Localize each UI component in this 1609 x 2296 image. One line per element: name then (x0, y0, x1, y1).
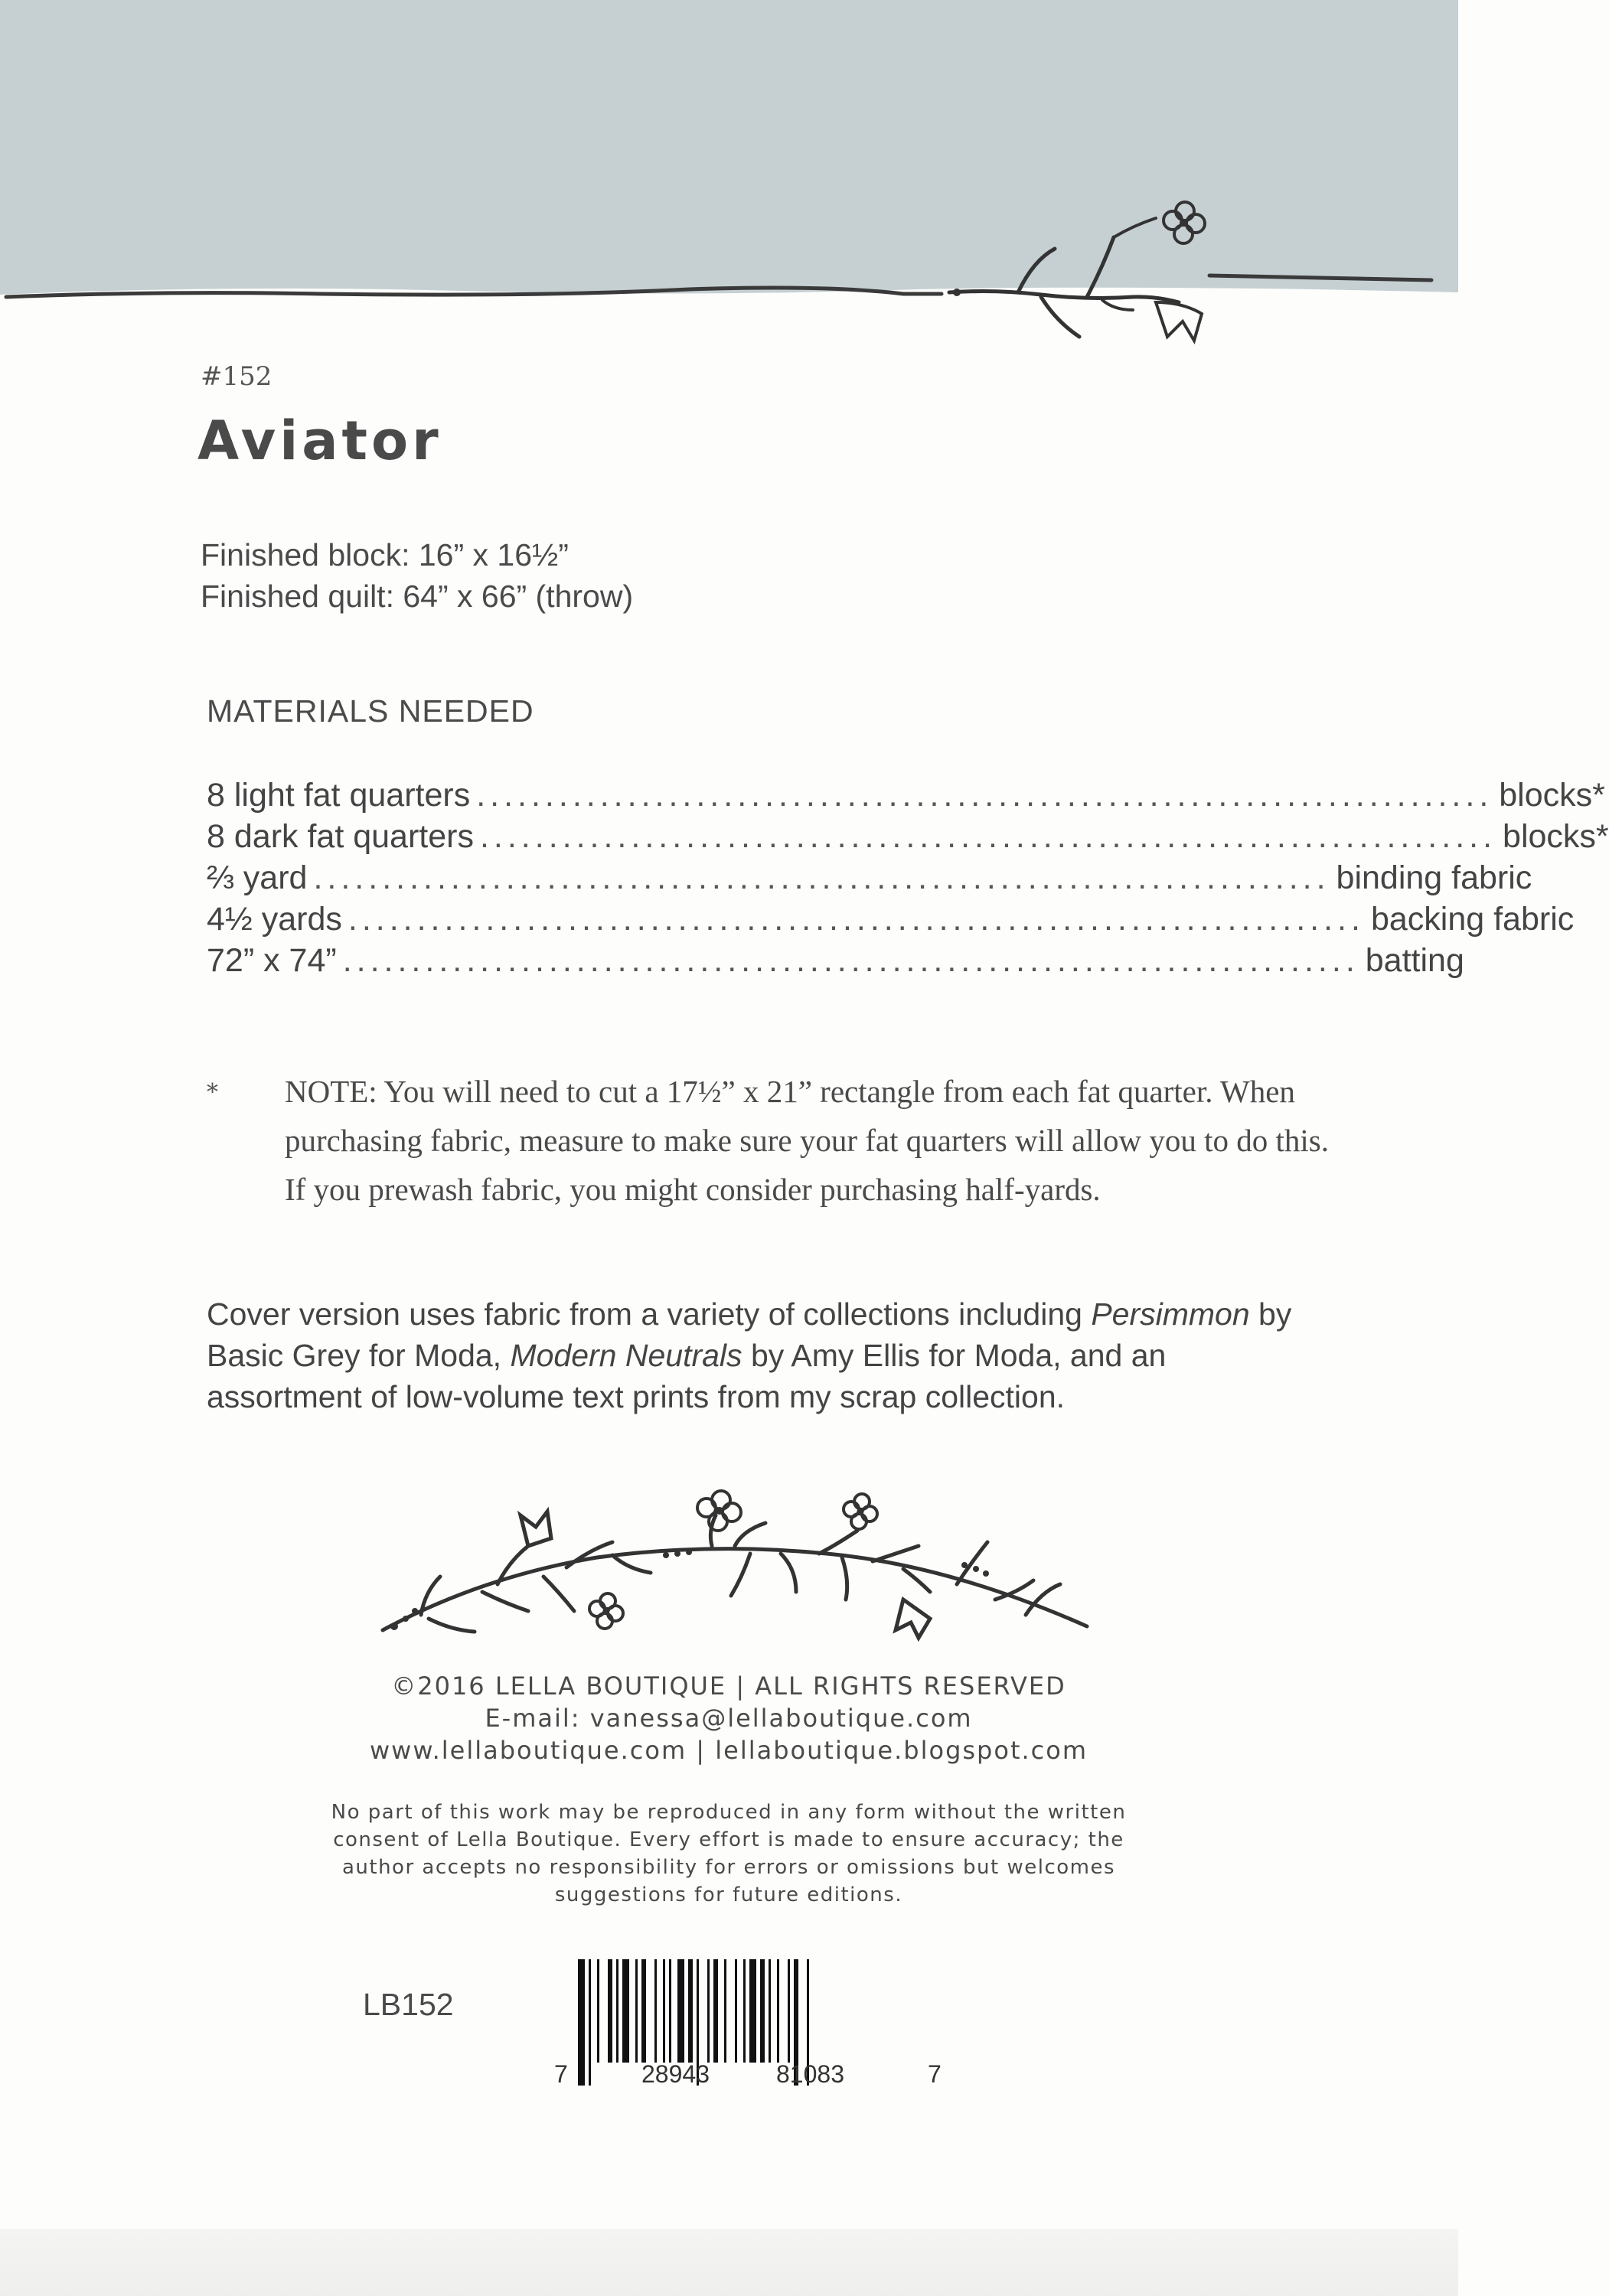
barcode-digits-left: 28943 (641, 2060, 710, 2088)
dot-leader: .......................................................................... (342, 942, 1359, 979)
collection-persimmon: Persimmon (1091, 1296, 1250, 1332)
legal-disclaimer: No part of this work may be reproduced in any form without the written consent of Lella Boutique. Every effort is made to ensure accuracy; the author accepts no responsibility for errors or omissions but welcomes suggestions for future editions. (331, 1801, 1127, 1906)
copyright-line: ©2016 LELLA BOUTIQUE | ALL RIGHTS RESERVED (391, 1671, 1066, 1701)
barcode-bar (760, 1959, 765, 2063)
materials-list (207, 775, 1609, 981)
page-bottom-edge (0, 2229, 1458, 2296)
material-quantity: 8 light fat quarters (207, 777, 471, 814)
pattern-number: #152 (201, 361, 273, 392)
finished-quilt-size: Finished quilt: 64” x 66” (throw) (201, 579, 634, 614)
material-use: batting (1365, 942, 1464, 979)
barcode-bar (669, 1959, 671, 2063)
barcode-bar (597, 1959, 599, 2063)
materials-row (207, 775, 1605, 816)
barcode-bar (777, 1959, 779, 2063)
barcode-digit-lead: 7 (554, 2060, 568, 2088)
finished-block-size: Finished block: 16” x 16½” (201, 537, 569, 572)
barcode-bar (769, 1959, 771, 2063)
dot-leader: .......................................................................... (479, 818, 1497, 855)
barcode-bar (608, 1959, 612, 2063)
collection-modern-neutrals: Modern Neutrals (510, 1338, 742, 1373)
cover-fabric-note (207, 1293, 1301, 1417)
cover-text: Cover version uses fabric from a variety of collections including (207, 1296, 1092, 1332)
cover-text: by Amy Ellis for Moda, and an assortment of low-volume text prints from my scrap collection. (207, 1338, 1167, 1414)
material-quantity: 4½ yards (207, 901, 342, 938)
material-use: blocks* (1503, 818, 1609, 855)
barcode-bar (589, 1959, 591, 2086)
barcode-bar (578, 1959, 585, 2086)
barcode-digit-check: 7 (928, 2060, 942, 2088)
barcode-bar (641, 1959, 646, 2063)
barcode-bar (635, 1959, 638, 2063)
footer-contact (269, 1670, 1188, 1766)
barcode-bar (616, 1959, 618, 2063)
barcode-bar (688, 1959, 693, 2063)
cover-text: by Basic Grey for Moda, (207, 1296, 1292, 1373)
material-quantity: ⅔ yard (207, 859, 308, 896)
material-use: blocks* (1499, 777, 1605, 814)
barcode-bar (724, 1959, 726, 2063)
floral-vine-illustration (367, 1469, 1118, 1653)
dot-leader: .......................................................................... (476, 777, 1493, 814)
barcode-bar (663, 1959, 665, 2063)
barcode-bar (743, 1959, 746, 2063)
materials-heading: MATERIALS NEEDED (207, 693, 534, 729)
barcode-bar (677, 1959, 684, 2063)
quilt-specs (201, 534, 633, 617)
website-line: www.lellaboutique.com | lellaboutique.blogspot.com (370, 1736, 1088, 1765)
materials-row (207, 940, 1464, 981)
note-asterisk: * (207, 1079, 218, 1106)
barcode-bar (788, 1959, 790, 2063)
barcode-bar (735, 1959, 737, 2063)
dot-leader: .......................................................................... (348, 901, 1365, 938)
material-quantity: 72” x 74” (207, 942, 337, 979)
fabric-note: NOTE: You will need to cut a 17½” x 21” rectangle from each fat quarter. When purchasing fabric, measure to make sure your fat quarters will allow you to do this. If you prewash fabric, you might consider purchasing half-yards. (285, 1074, 1330, 1207)
materials-row (207, 857, 1532, 899)
product-sku: LB152 (363, 1987, 454, 2022)
email-line: E-mail: vanessa@lellaboutique.com (485, 1704, 973, 1733)
barcode-bar (713, 1959, 718, 2063)
pattern-title: Aviator (197, 409, 442, 472)
barcode-bar (622, 1959, 629, 2063)
materials-row (207, 899, 1575, 940)
header-flower-sprig-illustration (0, 0, 1458, 360)
material-quantity: 8 dark fat quarters (207, 818, 474, 855)
barcode-bar (749, 1959, 756, 2063)
barcode-digits-right: 81083 (776, 2060, 844, 2088)
barcode-bar (654, 1959, 657, 2063)
materials-row (207, 816, 1609, 857)
barcode (551, 1959, 949, 2097)
dot-leader: .......................................................................... (313, 859, 1330, 896)
barcode-bar (707, 1959, 710, 2063)
material-use: binding fabric (1336, 859, 1532, 896)
material-use: backing fabric (1370, 901, 1575, 938)
